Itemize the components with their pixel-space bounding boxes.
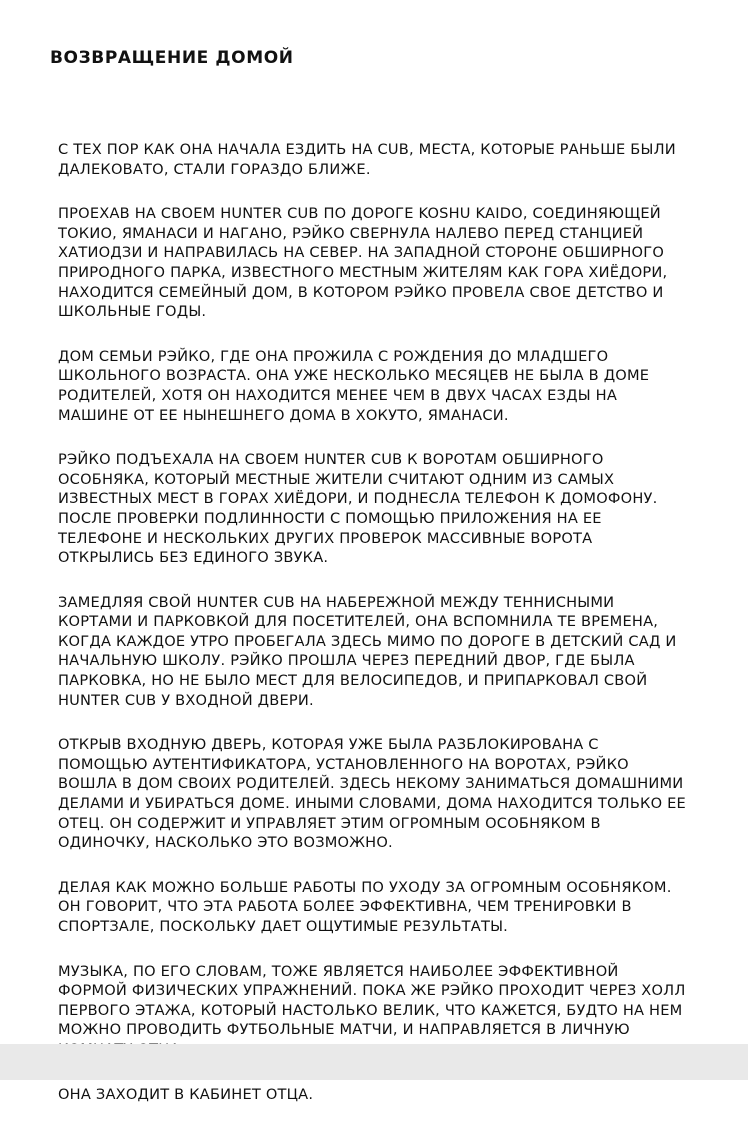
paragraph-5: ЗАМЕДЛЯЯ СВОЙ HUNTER CUB НА НАБЕРЕЖНОЙ МЕЖДУ ТЕННИСНЫМИ КОРТАМИ И ПАРКОВКОЙ ДЛЯ ПОСЕТИТЕЛЕЙ, ОНА ВСПОМНИЛА ТЕ ВРЕМЕНА, КОГДА КАЖДОЕ УТРО ПРОБЕГАЛА ЗДЕСЬ МИМО ПО ДОРОГЕ В ДЕТСКИЙ САД И НАЧАЛЬНУЮ ШКОЛУ. РЭЙКО ПРОШЛА ЧЕРЕЗ ПЕРЕДНИЙ ДВОР, ГДЕ БЫЛА ПАРКОВКА, НО НЕ БЫЛО МЕСТ ДЛЯ ВЕЛОСИПЕДОВ, И ПРИПАРКОВАЛ СВОЙ HUNTER CUB У ВХОДНОЙ ДВЕРИ.	[58, 593, 677, 709]
page-title: ВОЗВРАЩЕНИЕ ДОМОЙ	[50, 48, 294, 68]
paragraph-4: РЭЙКО ПОДЪЕХАЛА НА СВОЕМ HUNTER CUB К ВОРОТАМ ОБШИРНОГО ОСОБНЯКА, КОТОРЫЙ МЕСТНЫЕ ЖИТЕЛИ СЧИТАЮТ ОДНИМ ИЗ САМЫХ ИЗВЕСТНЫХ МЕСТ В ГОРАХ ХИЁДОРИ, И ПОДНЕСЛА ТЕЛЕФОН К ДОМОФОНУ. ПОСЛЕ ПРОВЕРКИ ПОДЛИННОСТИ С ПОМОЩЬЮ ПРИЛОЖЕНИЯ НА ЕЕ ТЕЛЕФОНЕ И НЕСКОЛЬКИХ ДРУГИХ ПРОВЕРОК МАССИВНЫЕ ВОРОТА ОТКРЫЛИСЬ БЕЗ ЕДИНОГО ЗВУКА.	[58, 451, 658, 567]
scan-bottom-strip	[0, 1044, 748, 1080]
paragraph-8: МУЗЫКА, ПО ЕГО СЛОВАМ, ТОЖЕ ЯВЛЯЕТСЯ НАИБОЛЕЕ ЭФФЕКТИВНОЙ ФОРМОЙ ФИЗИЧЕСКИХ УПРАЖНЕНИЙ. ПОКА ЖЕ РЭЙКО ПРОХОДИТ ЧЕРЕЗ ХОЛЛ ПЕРВОГО ЭТАЖА, КОТОРЫЙ НАСТОЛЬКО ВЕЛИК, ЧТО КАЖЕТСЯ, БУДТО НА НЕМ МОЖНО ПРОВОДИТЬ ФУТБОЛЬНЫЕ МАТЧИ, И НАПРАВЛЯЕТСЯ В ЛИЧНУЮ	[58, 962, 686, 1039]
paragraph-3: ДОМ СЕМЬИ РЭЙКО, ГДЕ ОНА ПРОЖИЛА С РОЖДЕНИЯ ДО МЛАДШЕГО ШКОЛЬНОГО ВОЗРАСТА. ОНА УЖЕ НЕСКОЛЬКО МЕСЯЦЕВ НЕ БЫЛА В ДОМЕ РОДИТЕЛЕЙ, ХОТЯ ОН НАХОДИТСЯ МЕНЕЕ ЧЕМ В ДВУХ ЧАСАХ ЕЗДЫ НА МАШИНЕ ОТ ЕЕ НЫНЕШНЕГО ДОМА В ХОКУТО, ЯМАНАСИ.	[58, 347, 650, 424]
paragraph-7: ДЕЛАЯ КАК МОЖНО БОЛЬШЕ РАБОТЫ ПО УХОДУ ЗА ОГРОМНЫМ ОСОБНЯКОМ. ОН ГОВОРИТ, ЧТО ЭТА РАБОТА БОЛЕЕ ЭФФЕКТИВНА, ЧЕМ ТРЕНИРОВКИ В СПОРТЗАЛЕ, ПОСКОЛЬКУ ДАЕТ ОЩУТИМЫЕ РЕЗУЛЬТАТЫ.	[58, 878, 672, 935]
paragraph-2: ПРОЕХАВ НА СВОЕМ HUNTER CUB ПО ДОРОГЕ KOSHU KAIDO, СОЕДИНЯЮЩЕЙ ТОКИО, ЯМАНАСИ И НАГАНО, РЭЙКО СВЕРНУЛА НАЛЕВО ПЕРЕД СТАНЦИЕЙ ХАТИОДЗИ И НАПРАВИЛАСЬ НА СЕВЕР. НА ЗАПАДНОЙ СТОРОНЕ ОБШИРНОГО ПРИРОДНОГО ПАРКА, ИЗВЕСТНОГО МЕСТНЫМ ЖИТЕЛЯМ КАК ГОРА ХИЁДОРИ, НАХОДИТСЯ СЕМЕЙНЫЙ ДОМ, В КОТОРОМ РЭЙКО ПРОВЕЛА СВОЕ ДЕТСТВО И ШКОЛЬНЫЕ ГОДЫ.	[58, 205, 668, 321]
paragraph-9: ОНА ЗАХОДИТ В КАБИНЕТ ОТЦА.	[58, 1085, 314, 1103]
story-text	[58, 140, 690, 1129]
paragraph-6: ОТКРЫВ ВХОДНУЮ ДВЕРЬ, КОТОРАЯ УЖЕ БЫЛА РАЗБЛОКИРОВАНА С ПОМОЩЬЮ АУТЕНТИФИКАТОРА, УСТАНОВЛЕННОГО НА ВОРОТАХ, РЭЙКО ВОШЛА В ДОМ СВОИХ РОДИТЕЛЕЙ. ЗДЕСЬ НЕКОМУ ЗАНИМАТЬСЯ ДОМАШНИМИ ДЕЛАМИ И УБИРАТЬСЯ ДОМЕ. ИНЫМИ СЛОВАМИ, ДОМА НАХОДИТСЯ ТОЛЬКО ЕЕ ОТЕЦ. ОН СОДЕРЖИТ И УПРАВЛЯЕТ ЭТИМ ОГРОМНЫМ ОСОБНЯКОМ В ОДИНОЧКУ, НАСКОЛЬКО ЭТО ВОЗМОЖНО.	[58, 736, 686, 852]
paragraph-1: С ТЕХ ПОР КАК ОНА НАЧАЛА ЕЗДИТЬ НА CUB, МЕСТА, КОТОРЫЕ РАНЬШЕ БЫЛИ ДАЛЕКОВАТО, СТАЛИ ГОРАЗДО БЛИЖЕ.	[58, 141, 676, 178]
